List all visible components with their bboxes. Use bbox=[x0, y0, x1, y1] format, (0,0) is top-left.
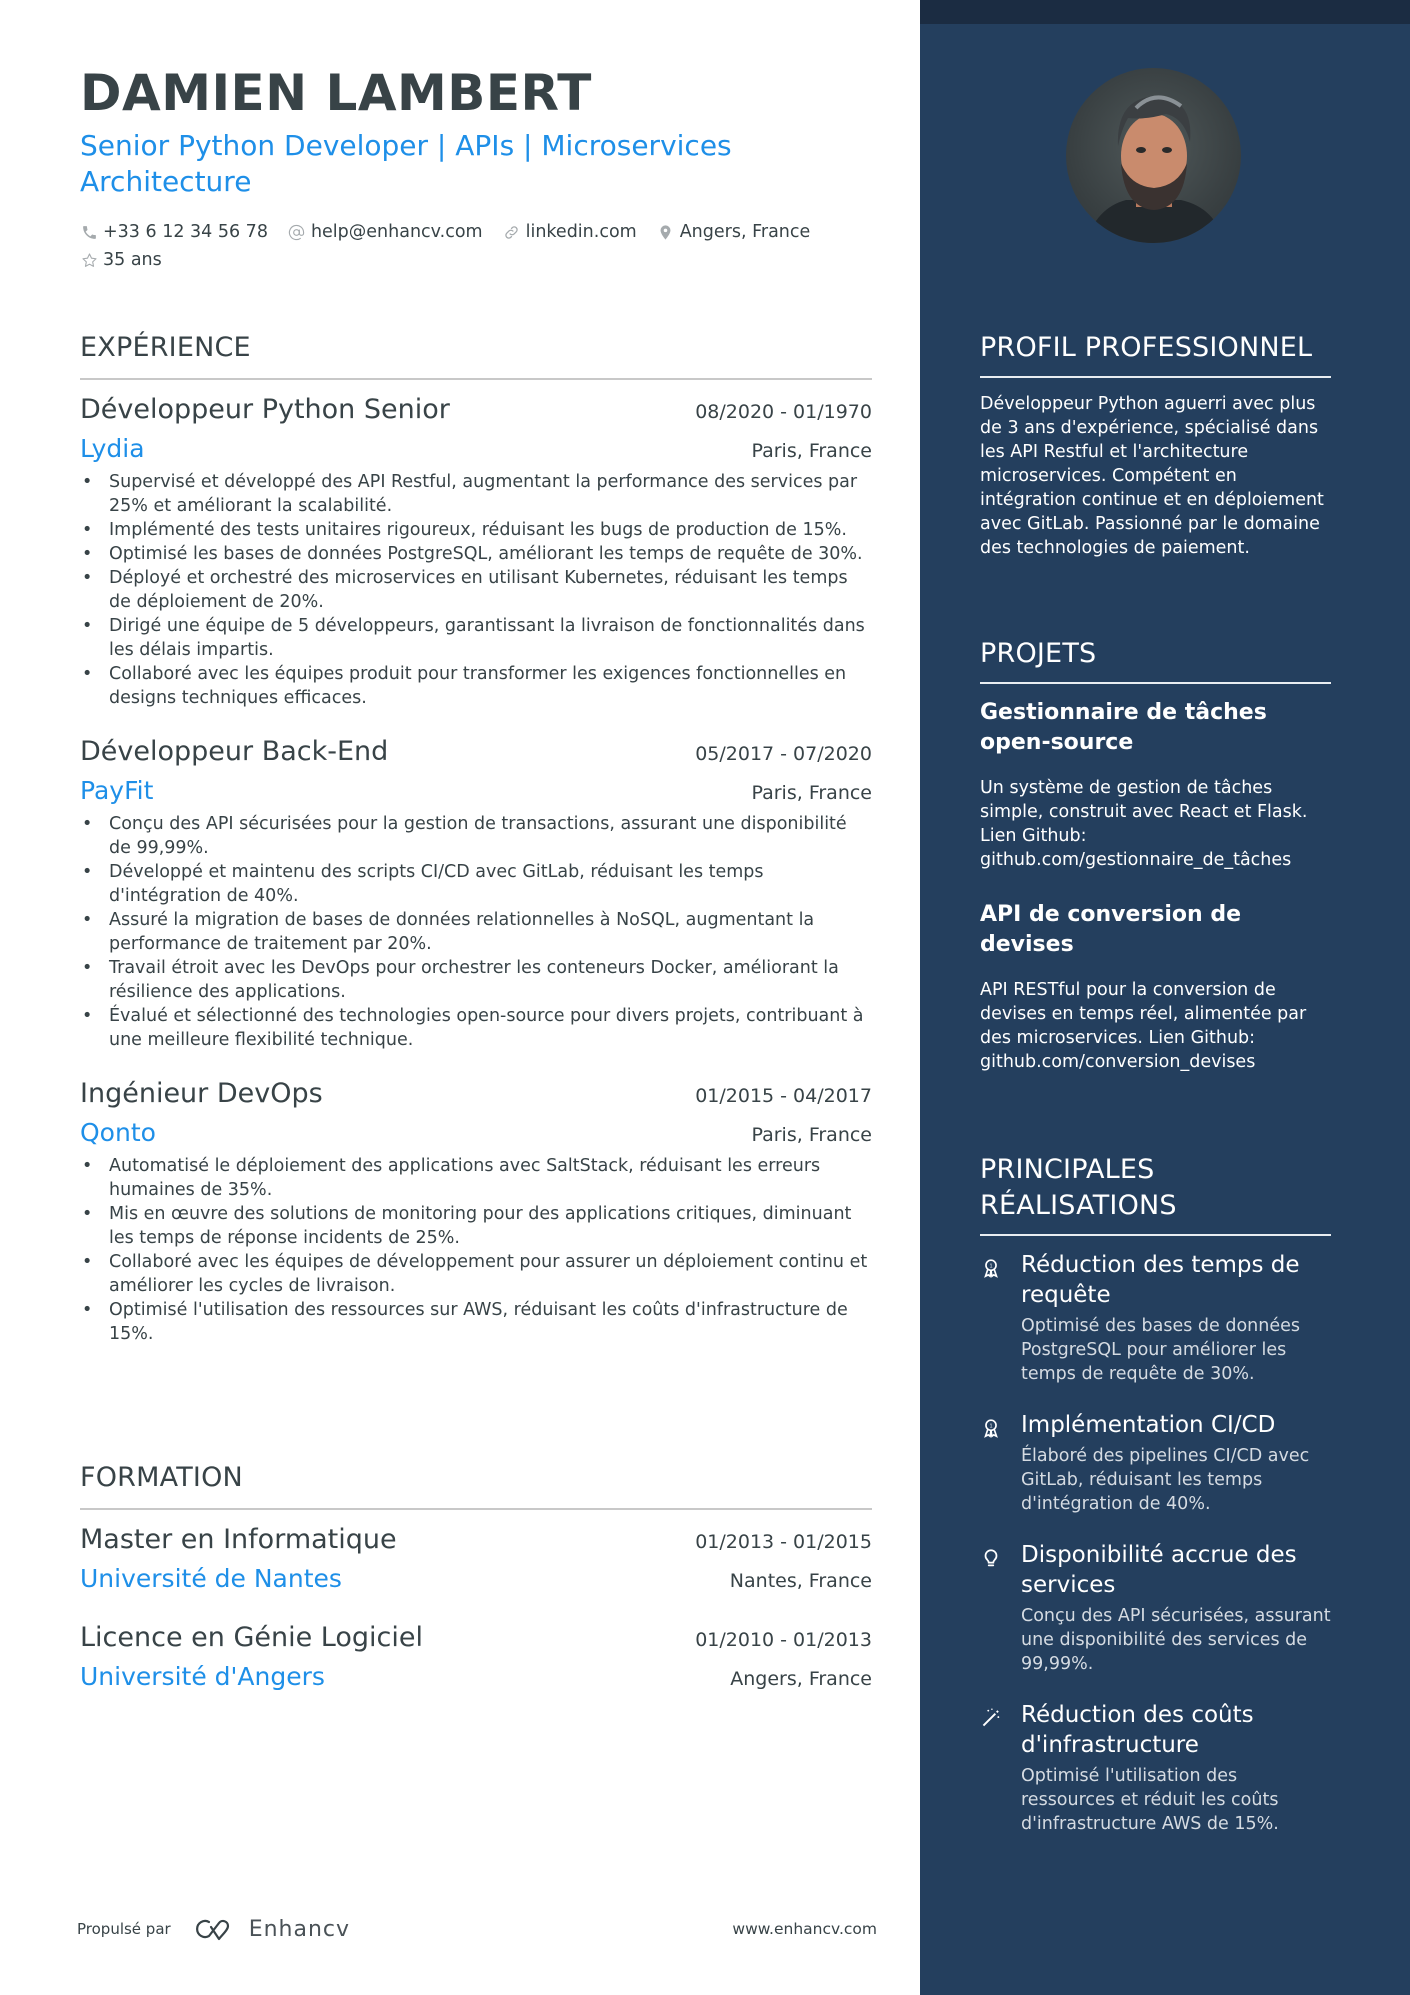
achievement-item bbox=[980, 1410, 1331, 1516]
bullet-item: • Dirigé une équipe de 5 développeurs, garantissant la livraison de fonctionnalités dans les délais impartis. bbox=[80, 614, 872, 662]
sidebar bbox=[920, 0, 1410, 1995]
achievement-text: Optimisé des bases de données PostgreSQL pour améliorer les temps de requête de 30%. bbox=[1021, 1316, 1301, 1384]
bullet-item: • Collaboré avec les équipes de développement pour assurer un déploiement continu et améliorer les cycles de livraison. bbox=[80, 1250, 872, 1298]
experience-entry bbox=[80, 734, 872, 1052]
achievement-title: Implémentation CI/CD bbox=[1021, 1412, 1276, 1438]
projects-heading: PROJETS bbox=[980, 638, 1097, 669]
footer bbox=[77, 1914, 877, 1944]
magic-wand-icon bbox=[980, 1707, 1002, 1729]
contact-age-text: 35 ans bbox=[103, 250, 162, 270]
contact-location-text: Angers, France bbox=[679, 222, 811, 242]
degree-title: Master en Informatique bbox=[80, 1524, 397, 1555]
avatar bbox=[1066, 68, 1241, 243]
achievement-item bbox=[980, 1540, 1331, 1676]
degree-title: Licence en Génie Logiciel bbox=[80, 1622, 423, 1653]
education-dates: 01/2010 - 01/2013 bbox=[695, 1629, 872, 1651]
achievements-heading: PRINCIPALES RÉALISATIONS bbox=[980, 1154, 1177, 1221]
award-ribbon-icon bbox=[980, 1417, 1002, 1439]
experience-entry bbox=[80, 392, 872, 710]
achievement-text: Optimisé l'utilisation des ressources et réduit les coûts d'infrastructure AWS de 15%. bbox=[1021, 1766, 1279, 1834]
education-section bbox=[80, 1460, 872, 1694]
education-heading: FORMATION bbox=[80, 1462, 243, 1493]
project-description: Un système de gestion de tâches simple, construit avec React et Flask. Lien Github: github.com/gestionnaire_de_tâches bbox=[980, 778, 1308, 870]
bullet-item: • Conçu des API sécurisées pour la gestion de transactions, assurant une disponibilité de 99,99%. bbox=[80, 812, 872, 860]
job-dates: 08/2020 - 01/1970 bbox=[695, 401, 872, 423]
section-divider bbox=[80, 378, 872, 380]
contact-phone[interactable] bbox=[80, 220, 268, 244]
education-entry bbox=[80, 1620, 872, 1694]
experience-section bbox=[80, 330, 872, 1346]
education-location: Nantes, France bbox=[729, 1570, 872, 1592]
bullet-item: • Assuré la migration de bases de données relationnelles à NoSQL, augmentant la performance de traitement par 20%. bbox=[80, 908, 872, 956]
project-item bbox=[980, 900, 1331, 1074]
bullet-item: • Automatisé le déploiement des applications avec SaltStack, réduisant les erreurs humaines de 35%. bbox=[80, 1154, 872, 1202]
svg-text:1: 1 bbox=[989, 1423, 993, 1430]
company-name[interactable]: Lydia bbox=[80, 434, 145, 463]
job-bullets bbox=[80, 1154, 872, 1346]
job-dates: 01/2015 - 04/2017 bbox=[695, 1085, 872, 1107]
bullet-item: • Supervisé et développé des API Restful, augmentant la performance des services par 25% et améliorant la scalabilité. bbox=[80, 470, 872, 518]
job-bullets bbox=[80, 470, 872, 710]
link-icon bbox=[503, 223, 521, 241]
job-bullets bbox=[80, 812, 872, 1052]
candidate-title: Senior Python Developer | APIs | Microservices Architecture bbox=[80, 129, 732, 198]
bullet-item: • Évalué et sélectionné des technologies open-source pour divers projets, contribuant à une meilleure flexibilité technique. bbox=[80, 1004, 872, 1052]
location-pin-icon bbox=[657, 223, 675, 241]
profile-summary: Développeur Python aguerri avec plus de 3 ans d'expérience, spécialisé dans les API Restful et l'architecture microservices. Compétent en intégration continue et en déploiement avec GitLab. Passionné par le domaine des technologies de paiement. bbox=[980, 394, 1324, 558]
website-link[interactable]: www.enhancv.com bbox=[732, 1920, 877, 1938]
school-name[interactable]: Université d'Angers bbox=[80, 1662, 325, 1691]
section-divider bbox=[80, 1508, 872, 1510]
bullet-item: • Optimisé l'utilisation des ressources sur AWS, réduisant les coûts d'infrastructure de 15%. bbox=[80, 1298, 872, 1346]
enhancv-logo-icon bbox=[193, 1915, 239, 1943]
project-title: API de conversion de devises bbox=[980, 902, 1241, 957]
contact-email[interactable] bbox=[288, 220, 483, 244]
project-title: Gestionnaire de tâches open-source bbox=[980, 700, 1267, 755]
contact-linkedin-text: linkedin.com bbox=[525, 222, 637, 242]
powered-by-label: Propulsé par bbox=[77, 1920, 171, 1938]
achievement-title: Réduction des coûts d'infrastructure bbox=[1021, 1702, 1254, 1758]
profile-section bbox=[980, 330, 1331, 560]
job-location: Paris, France bbox=[751, 1124, 872, 1146]
achievement-text: Élaboré des pipelines CI/CD avec GitLab, réduisant les temps d'intégration de 40%. bbox=[1021, 1446, 1310, 1514]
profile-heading: PROFIL PROFESSIONNEL bbox=[980, 332, 1313, 363]
experience-entry bbox=[80, 1076, 872, 1346]
project-item bbox=[980, 698, 1331, 872]
contact-email-text: help@enhancv.com bbox=[310, 222, 483, 242]
candidate-name: DAMIEN LAMBERT bbox=[80, 64, 592, 122]
achievements-section bbox=[980, 1152, 1331, 1836]
job-title: Développeur Python Senior bbox=[80, 394, 450, 425]
project-description: API RESTful pour la conversion de devises en temps réel, alimentée par des microservices. Lien Github: github.com/conversion_devises bbox=[980, 980, 1307, 1072]
company-name[interactable]: Qonto bbox=[80, 1118, 156, 1147]
contact-location bbox=[657, 220, 811, 244]
contact-phone-text: +33 6 12 34 56 78 bbox=[103, 222, 268, 242]
education-dates: 01/2013 - 01/2015 bbox=[695, 1531, 872, 1553]
sidebar-top-strip bbox=[920, 0, 1410, 24]
bullet-item: • Déployé et orchestré des microservices en utilisant Kubernetes, réduisant les temps de déploiement de 20%. bbox=[80, 566, 872, 614]
resume-header bbox=[80, 62, 880, 272]
phone-icon bbox=[80, 223, 98, 241]
achievement-title: Disponibilité accrue des services bbox=[1021, 1542, 1297, 1598]
company-name[interactable]: PayFit bbox=[80, 776, 154, 805]
enhancv-logo[interactable] bbox=[193, 1915, 350, 1943]
bullet-item: • Optimisé les bases de données PostgreSQL, améliorant les temps de requête de 30%. bbox=[80, 542, 872, 566]
contact-list bbox=[80, 220, 860, 272]
education-location: Angers, France bbox=[730, 1668, 872, 1690]
achievement-text: Conçu des API sécurisées, assurant une disponibilité des services de 99,99%. bbox=[1021, 1606, 1331, 1674]
school-name[interactable]: Université de Nantes bbox=[80, 1564, 342, 1593]
contact-linkedin[interactable] bbox=[503, 220, 637, 244]
bullet-item: • Développé et maintenu des scripts CI/CD avec GitLab, réduisant les temps d'intégration de 40%. bbox=[80, 860, 872, 908]
job-location: Paris, France bbox=[751, 782, 872, 804]
bullet-item: • Mis en œuvre des solutions de monitoring pour des applications critiques, diminuant les temps de réponse incidents de 25%. bbox=[80, 1202, 872, 1250]
education-entry bbox=[80, 1522, 872, 1596]
achievement-item bbox=[980, 1250, 1331, 1386]
star-icon bbox=[80, 251, 98, 269]
award-ribbon-icon bbox=[980, 1257, 1002, 1279]
bullet-item: • Implémenté des tests unitaires rigoureux, réduisant les bugs de production de 15%. bbox=[80, 518, 872, 542]
job-title: Développeur Back-End bbox=[80, 736, 389, 767]
section-divider bbox=[980, 376, 1331, 378]
section-divider bbox=[980, 682, 1331, 684]
at-icon bbox=[288, 223, 306, 241]
enhancv-brand: Enhancv bbox=[248, 1916, 351, 1942]
projects-section bbox=[980, 636, 1331, 1074]
achievement-title: Réduction des temps de requête bbox=[1021, 1252, 1300, 1308]
job-location: Paris, France bbox=[751, 440, 872, 462]
section-divider bbox=[980, 1234, 1331, 1236]
achievement-item bbox=[980, 1700, 1331, 1836]
contact-age bbox=[80, 248, 162, 272]
bullet-item: • Collaboré avec les équipes produit pour transformer les exigences fonctionnelles en designs techniques efficaces. bbox=[80, 662, 872, 710]
bullet-item: • Travail étroit avec les DevOps pour orchestrer les conteneurs Docker, améliorant la résilience des applications. bbox=[80, 956, 872, 1004]
job-dates: 05/2017 - 07/2020 bbox=[695, 743, 872, 765]
svg-text:1: 1 bbox=[989, 1263, 993, 1270]
lightbulb-icon bbox=[980, 1547, 1002, 1569]
job-title: Ingénieur DevOps bbox=[80, 1078, 323, 1109]
experience-heading: EXPÉRIENCE bbox=[80, 332, 251, 363]
